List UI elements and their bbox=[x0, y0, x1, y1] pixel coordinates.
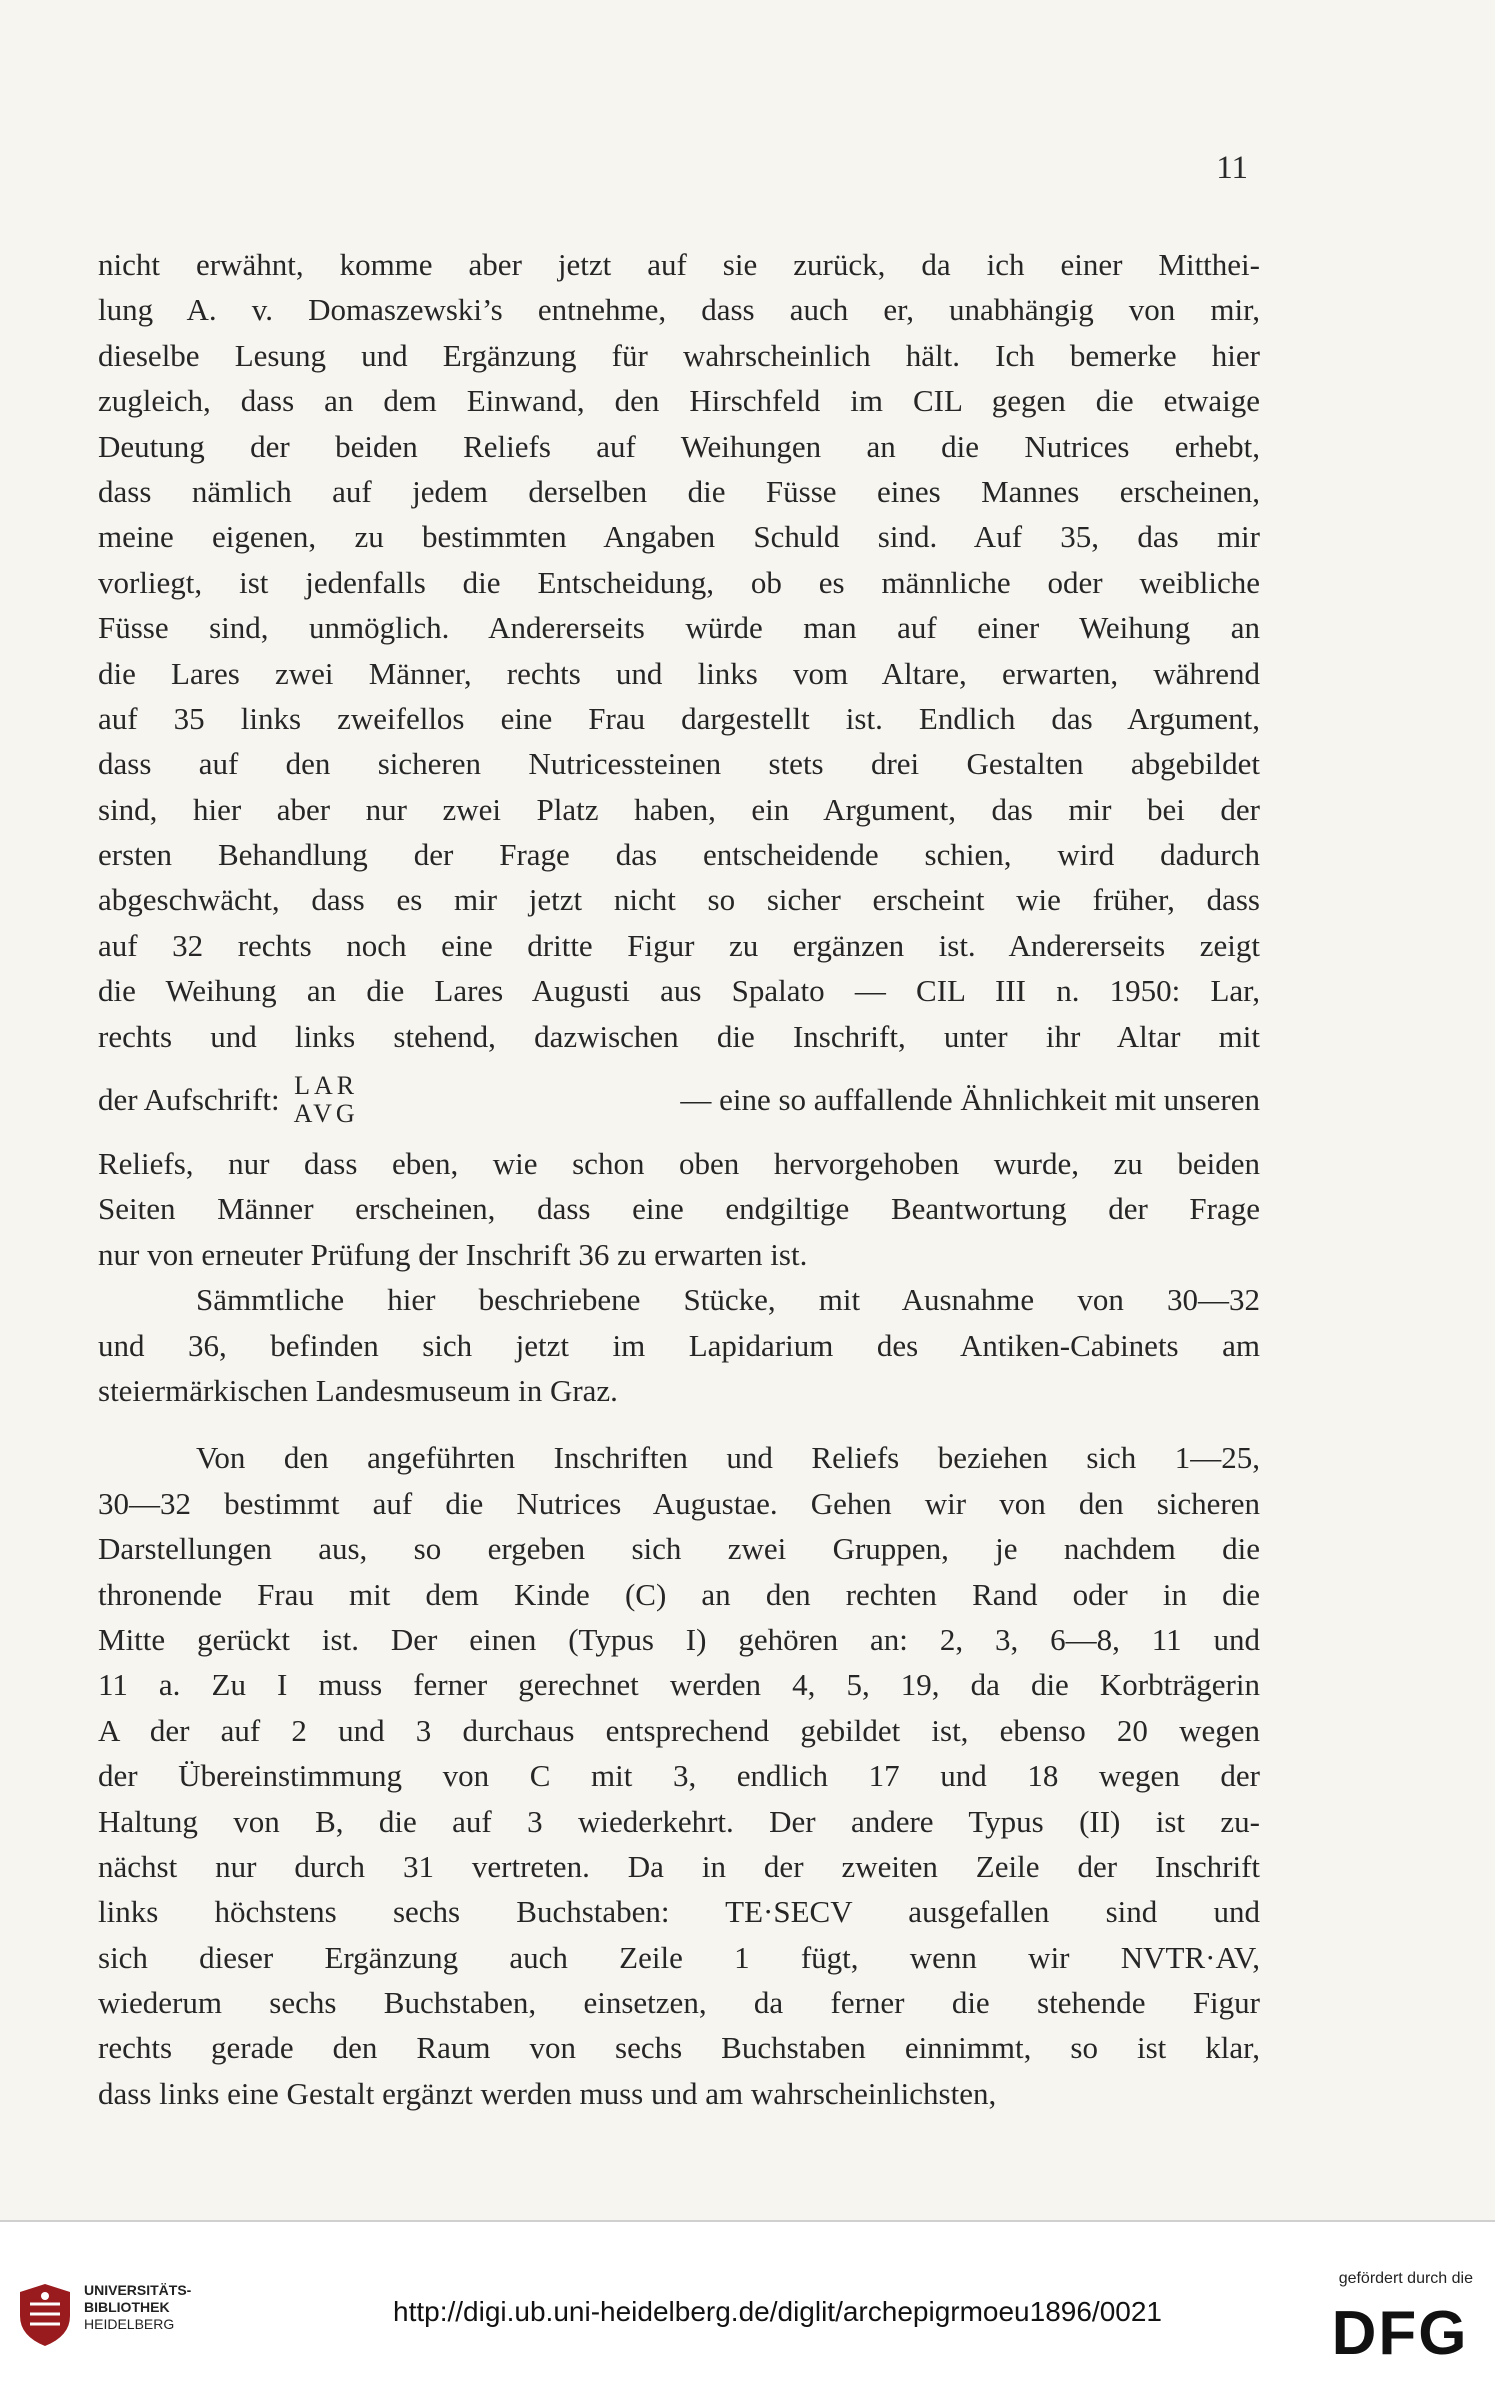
dfg-logo-text: DFG bbox=[1331, 2299, 1469, 2362]
text-line: dieselbe Lesung und Ergänzung für wahrscheinlich hält. Ich bemerke hier bbox=[98, 337, 1260, 373]
footer-divider bbox=[0, 2220, 1495, 2222]
text-line: auf 32 rechts noch eine dritte Figur zu ergänzen ist. Andererseits zeigt bbox=[98, 927, 1260, 963]
library-name-line-1: UNIVERSITÄTS- bbox=[84, 2282, 192, 2298]
fraction-numerator: LAR bbox=[294, 1071, 359, 1101]
text-line: der Übereinstimmung von C mit 3, endlich 17 und 18 wegen der bbox=[98, 1758, 1260, 1794]
text-line: die Weihung an die Lares Augusti aus Spalato — CIL III n. 1950: Lar, bbox=[98, 973, 1260, 1009]
text-line: thronende Frau mit dem Kinde (C) an den rechten Rand oder in die bbox=[98, 1576, 1260, 1612]
page-number: 11 bbox=[1216, 150, 1248, 186]
text-line: abgeschwächt, dass es mir jetzt nicht so sicher erscheint wie früher, dass bbox=[98, 882, 1260, 918]
text-line: rechts und links stehend, dazwischen die Inschrift, unter ihr Altar mit bbox=[98, 1018, 1260, 1054]
funded-by-label: gefördert durch die bbox=[1338, 2270, 1473, 2287]
text-line: A der auf 2 und 3 durchaus entsprechend gebildet ist, ebenso 20 wegen bbox=[98, 1712, 1260, 1748]
heidelberg-seal-icon bbox=[16, 2282, 74, 2348]
source-url-link[interactable]: http://digi.ub.uni-heidelberg.de/diglit/archepigrmoeu1896/0021 bbox=[393, 2296, 1162, 2327]
text-line: sich dieser Ergänzung auch Zeile 1 fügt, wenn wir NVTR·AV, bbox=[98, 1939, 1260, 1975]
fraction-after-text: — eine so auffallende Ähnlichkeit mit unseren bbox=[680, 1082, 1260, 1118]
text-line: dass auf den sicheren Nutricessteinen stets drei Gestalten abgebildet bbox=[98, 746, 1260, 782]
paragraph-3 bbox=[98, 1435, 1260, 2116]
text-line: nur von erneuter Prüfung der Inschrift 36 zu erwarten ist. bbox=[98, 1236, 808, 1272]
text-line: Darstellungen aus, so ergeben sich zwei Gruppen, je nachdem die bbox=[98, 1531, 1260, 1567]
text-line: vorliegt, ist jedenfalls die Entscheidung, ob es männliche oder weibliche bbox=[98, 564, 1260, 600]
footer-bar bbox=[0, 2220, 1495, 2385]
text-line: nächst nur durch 31 vertreten. Da in der zweiten Zeile der Inschrift bbox=[98, 1848, 1260, 1884]
lar-avg-fraction bbox=[294, 1072, 359, 1128]
text-line: steiermärkischen Landesmuseum in Graz. bbox=[98, 1372, 618, 1408]
text-line: Reliefs, nur dass eben, wie schon oben hervorgehoben wurde, zu beiden bbox=[98, 1146, 1260, 1182]
text-line: Mitte gerückt ist. Der einen (Typus I) gehören an: 2, 3, 6—8, 11 und bbox=[98, 1621, 1260, 1657]
text-line: 11 a. Zu I muss ferner gerechnet werden 4, 5, 19, da die Korbträgerin bbox=[98, 1667, 1260, 1703]
body-text bbox=[98, 242, 1260, 2116]
fraction-denominator: AVG bbox=[293, 1099, 359, 1129]
fraction-line-start bbox=[98, 1059, 373, 1141]
text-line: zugleich, dass an dem Einwand, den Hirschfeld im CIL gegen die etwaige bbox=[98, 383, 1260, 419]
text-line: Deutung der beiden Reliefs auf Weihungen an die Nutrices erhebt, bbox=[98, 428, 1260, 464]
text-line: Seiten Männer erscheinen, dass eine endgiltige Beantwortung der Frage bbox=[98, 1191, 1260, 1227]
library-name-line-3: HEIDELBERG bbox=[84, 2316, 175, 2332]
text-line: Füsse sind, unmöglich. Andererseits würde man auf einer Weihung an bbox=[98, 610, 1260, 646]
text-line: nicht erwähnt, komme aber jetzt auf sie zurück, da ich einer Mitthei- bbox=[98, 247, 1260, 282]
library-name-line-2: BIBLIOTHEK bbox=[84, 2299, 170, 2315]
text-line: meine eigenen, zu bestimmten Angaben Schuld sind. Auf 35, das mir bbox=[98, 519, 1260, 555]
text-line: wiederum sechs Buchstaben, einsetzen, da ferner die stehende Figur bbox=[98, 1985, 1260, 2021]
fraction-before-text: der Aufschrift: bbox=[98, 1082, 280, 1118]
text-line: 30—32 bestimmt auf die Nutrices Augustae. Gehen wir von den sicheren bbox=[98, 1485, 1260, 1521]
fraction-line bbox=[98, 1059, 1260, 1141]
text-line: dass nämlich auf jedem derselben die Füsse eines Mannes erscheinen, bbox=[98, 473, 1260, 509]
text-line: ersten Behandlung der Frage das entscheidende schien, wird dadurch bbox=[98, 837, 1260, 873]
text-line: und 36, befinden sich jetzt im Lapidarium des Antiken-Cabinets am bbox=[98, 1327, 1260, 1363]
paragraph-1 bbox=[98, 242, 1260, 1059]
paragraph-2 bbox=[98, 1277, 1260, 1413]
text-line: lung A. v. Domaszewski’s entnehme, dass auch er, unabhängig von mir, bbox=[98, 292, 1260, 328]
paragraph-1-continued bbox=[98, 1141, 1260, 1277]
text-line: auf 35 links zweifellos eine Frau dargestellt ist. Endlich das Argument, bbox=[98, 700, 1260, 736]
dfg-logo bbox=[1325, 2298, 1475, 2362]
text-line: Von den angeführten Inschriften und Reliefs beziehen sich 1—25, bbox=[196, 1440, 1260, 1476]
text-line: rechts gerade den Raum von sechs Buchstaben einnimmt, so ist klar, bbox=[98, 2030, 1260, 2066]
library-name bbox=[84, 2282, 191, 2333]
text-line: Sämmtliche hier beschriebene Stücke, mit Ausnahme von 30—32 bbox=[196, 1282, 1260, 1318]
text-line: die Lares zwei Männer, rechts und links vom Altare, erwarten, während bbox=[98, 655, 1260, 691]
text-line: sind, hier aber nur zwei Platz haben, ein Argument, das mir bei der bbox=[98, 791, 1260, 827]
text-line: links höchstens sechs Buchstaben: TE·SECV ausgefallen sind und bbox=[98, 1894, 1260, 1930]
text-line: Haltung von B, die auf 3 wiederkehrt. Der andere Typus (II) ist zu- bbox=[98, 1803, 1260, 1839]
text-line: dass links eine Gestalt ergänzt werden muss und am wahrscheinlichsten, bbox=[98, 2075, 997, 2111]
